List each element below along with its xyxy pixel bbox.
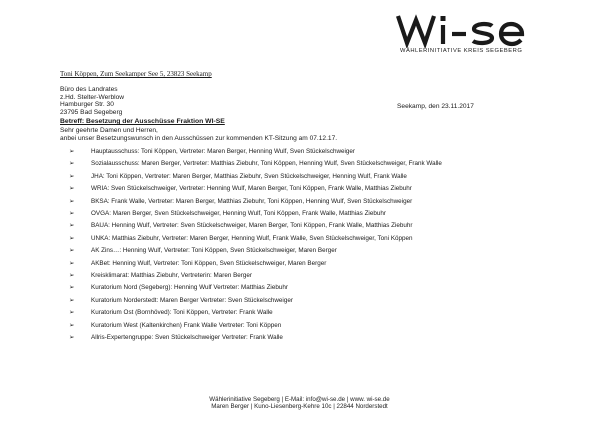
committee-item <box>69 272 541 279</box>
committee-item <box>69 309 541 316</box>
committee-text: OVGA: Maren Berger, Sven Stückelschweiger, Henning Wulf, Toni Köppen, Frank Walle, Matthias Ziebuhr <box>91 210 386 218</box>
address-line: z.Hd. Stelter-Werblow <box>60 93 125 101</box>
letter-intro <box>60 127 337 142</box>
address-line: 23795 Bad Segeberg <box>60 108 123 116</box>
arrow-bullet-icon: ➢ <box>69 247 75 255</box>
committee-item <box>69 334 541 341</box>
committee-text: AKBet: Henning Wulf, Vertreter: Toni Köppen, Sven Stückelschweiger, Maren Berger <box>91 259 327 267</box>
committee-text: UNKA: Matthias Ziebuhr, Vertreter: Maren Berger, Henning Wulf, Frank Walle, Sven Stückelschweiger, Toni Köppen <box>91 234 413 242</box>
arrow-bullet-icon: ➢ <box>69 185 75 193</box>
arrow-bullet-icon: ➢ <box>69 321 75 329</box>
letter-date: Seekamp, den 23.11.2017 <box>397 103 474 110</box>
committee-text: Kreisklimarat: Matthias Ziebuhr, Vertreterin: Maren Berger <box>91 272 252 280</box>
committee-item <box>69 198 541 205</box>
committee-text: Kuratorium Norderstedt: Maren Berger Vertreter: Sven Stückelschweiger <box>91 296 293 304</box>
letter-subject: Betreff: Besetzung der Ausschüsse Fraktion WI-SE <box>60 118 225 125</box>
arrow-bullet-icon: ➢ <box>69 148 75 155</box>
committee-text: Kuratorium West (Kaltenkirchen) Frank Walle Vertreter: Toni Köppen <box>91 321 282 329</box>
address-line: Hamburger Str. 30 <box>60 101 114 109</box>
committee-item <box>69 284 541 291</box>
committee-item <box>69 322 541 329</box>
committee-text: Kuratorium Ost (Bornhöved): Toni Köppen, Vertreter: Frank Walle <box>91 309 273 317</box>
committee-item <box>69 297 541 304</box>
committee-text: BKSA: Frank Walle, Vertreter: Maren Berger, Matthias Ziebuhr, Toni Köppen, Henning Wulf, Sven Stückelschweiger <box>91 197 413 205</box>
arrow-bullet-icon: ➢ <box>69 334 75 342</box>
sender-line: Toni Köppen, Zum Seekamper See 5, 23823 Seekamp <box>60 70 212 78</box>
committee-list <box>69 148 541 347</box>
committee-text: JHA: Toni Köppen, Vertreter: Maren Berger, Matthias Ziebuhr, Sven Stückelschweiger, Henning Wulf, Frank Walle <box>91 172 407 180</box>
committee-text: Allris-Expertengruppe: Sven Stückelschweiger Vertreter: Frank Walle <box>91 334 283 342</box>
footer-address-line: Maren Berger | Kuno-Liesenberg-Kehre 10c | 22844 Norderstedt <box>211 403 388 411</box>
salutation: Sehr geehrte Damen und Herren, <box>60 127 158 134</box>
letter-footer <box>0 396 599 411</box>
committee-item <box>69 148 541 155</box>
arrow-bullet-icon: ➢ <box>69 210 75 218</box>
arrow-bullet-icon: ➢ <box>69 309 75 317</box>
committee-item <box>69 247 541 254</box>
committee-text: BAUA: Henning Wulf, Vertreter: Sven Stückelschweiger, Maren Berger, Toni Köppen, Frank Walle, Matthias Ziebuhr <box>91 222 413 230</box>
logo-subtitle: WÄHLERINITIATIVE KREIS SEGEBERG <box>400 48 523 54</box>
arrow-bullet-icon: ➢ <box>69 259 75 267</box>
arrow-bullet-icon: ➢ <box>69 272 75 280</box>
footer-contact-line: Wählerinitiative Segeberg | E-Mail: info@wi-se.de | www. wi-se.de <box>209 396 390 403</box>
address-line: Büro des Landrates <box>60 86 118 93</box>
arrow-bullet-icon: ➢ <box>69 197 75 205</box>
committee-item <box>69 222 541 229</box>
recipient-address <box>60 86 124 116</box>
arrow-bullet-icon: ➢ <box>69 222 75 230</box>
arrow-bullet-icon: ➢ <box>69 160 75 168</box>
committee-text: Sozialausschuss: Maren Berger, Vertreter: Matthias Ziebuhr, Toni Köppen, Henning Wulf, Sven Stückelschweiger, Frank Walle <box>91 160 442 168</box>
arrow-bullet-icon: ➢ <box>69 234 75 242</box>
committee-item <box>69 260 541 267</box>
committee-item <box>69 210 541 217</box>
wi-se-logo <box>396 12 556 56</box>
committee-text: Kuratorium Nord (Segeberg): Henning Wulf Vertreter: Matthias Ziebuhr <box>91 284 288 292</box>
intro-text: anbei unser Besetzungswunsch in den Ausschüssen zur kommenden KT-Sitzung am 07.12.17. <box>60 134 338 142</box>
committee-item <box>69 173 541 180</box>
wi-se-wordmark <box>396 12 556 48</box>
arrow-bullet-icon: ➢ <box>69 296 75 304</box>
committee-item <box>69 185 541 192</box>
committee-text: Hauptausschuss: Toni Köppen, Vertreter: Maren Berger, Henning Wulf, Sven Stückelschweiger <box>91 148 356 155</box>
committee-text: WRIA: Sven Stückelschweiger, Vertreter: Henning Wulf, Maren Berger, Toni Köppen, Frank Walle, Matthias Ziebuhr <box>91 185 412 193</box>
arrow-bullet-icon: ➢ <box>69 284 75 292</box>
committee-item <box>69 160 541 167</box>
committee-text: AK Zins…: Henning Wulf, Vertreter: Toni Köppen, Sven Stückelschweiger, Maren Berger <box>91 247 337 255</box>
arrow-bullet-icon: ➢ <box>69 172 75 180</box>
committee-item <box>69 235 541 242</box>
